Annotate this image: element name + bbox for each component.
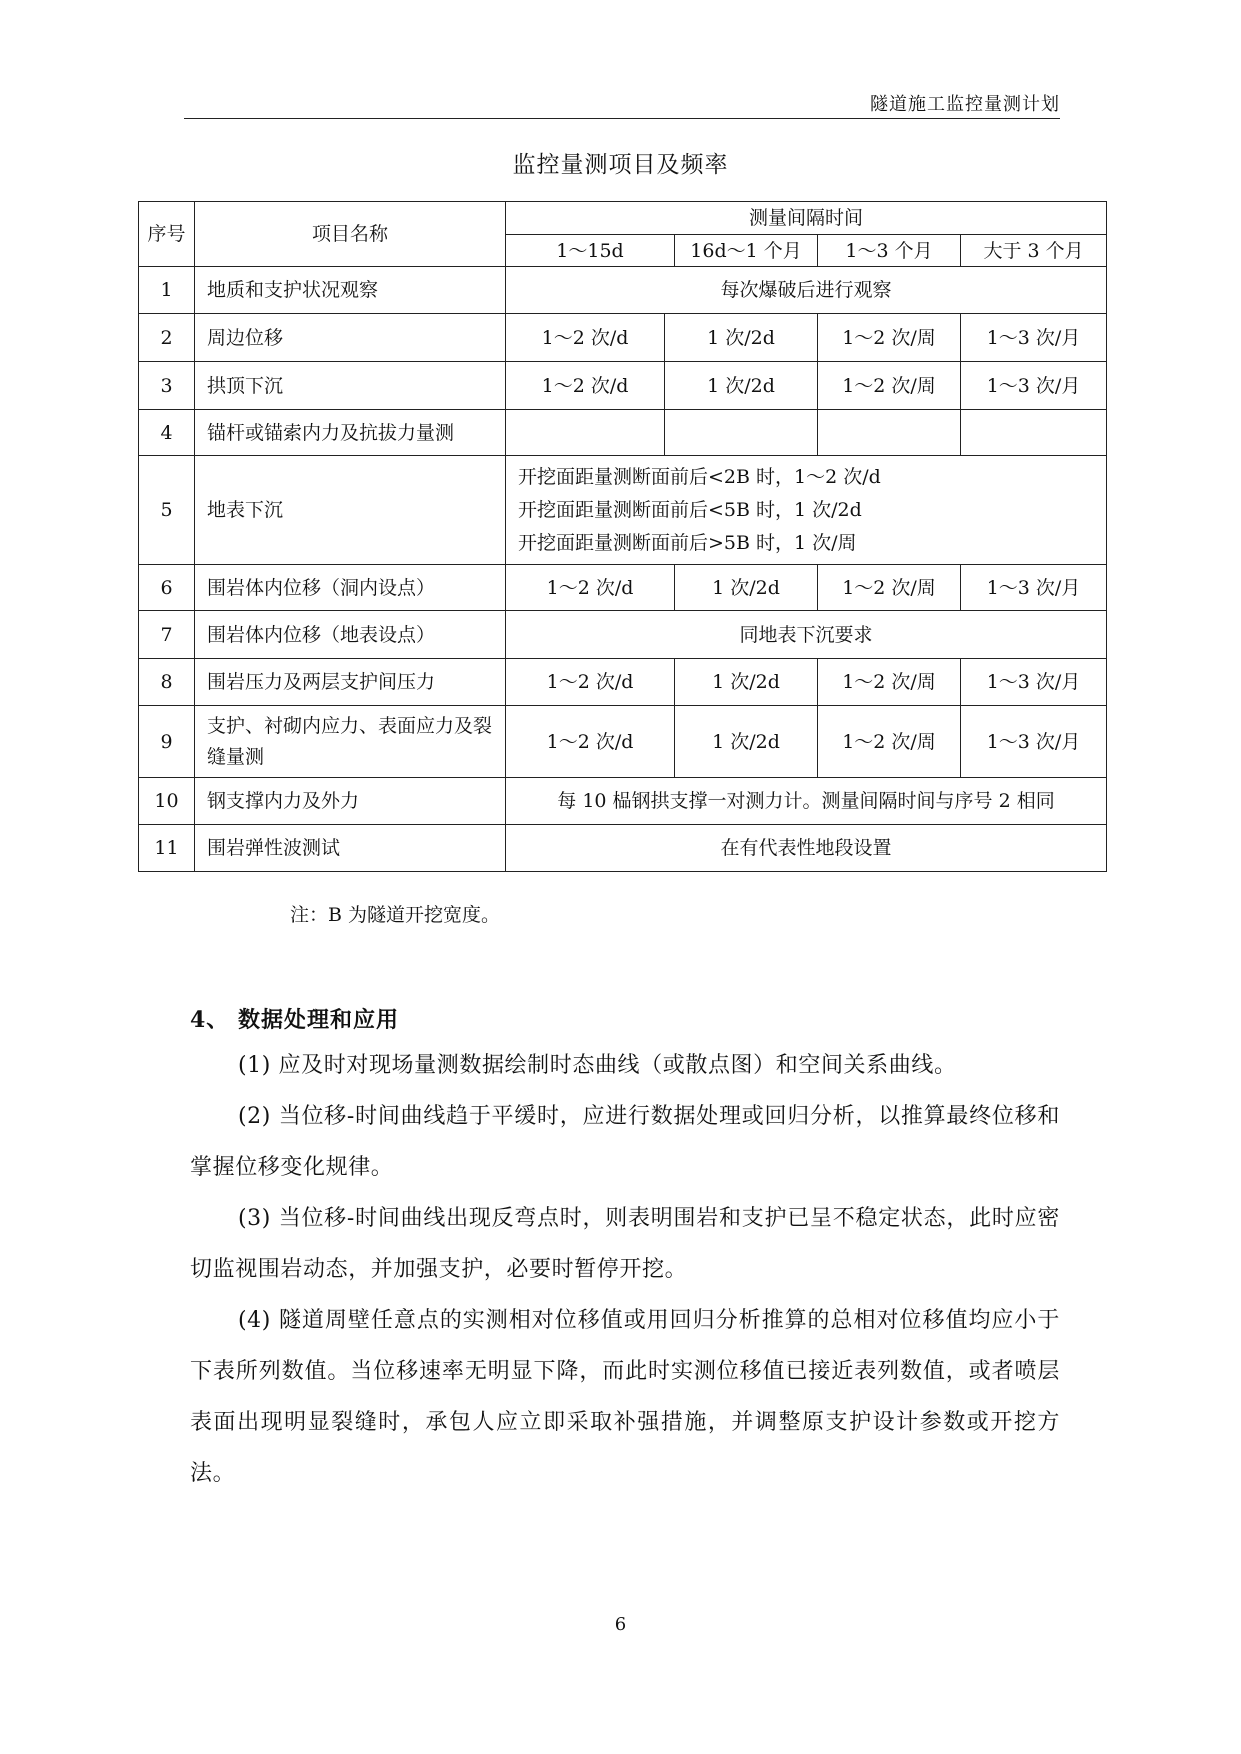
table-row — [139, 778, 1107, 825]
header-title: 隧道施工监控量测计划 — [870, 94, 1060, 115]
row-value: 1～2 次/d — [506, 659, 675, 706]
table-row — [139, 825, 1107, 872]
row-value: 1～2 次/d — [506, 565, 675, 611]
page-number: 6 — [614, 1614, 627, 1635]
row-value: 1～3 次/月 — [961, 706, 1107, 778]
section-number: 4、 — [190, 1007, 230, 1033]
paragraph: (2) 当位移-时间曲线趋于平缓时，应进行数据处理或回归分析，以推算最终位移和掌握位移变化规律。 — [190, 1104, 1060, 1180]
header-period-cell — [506, 235, 675, 267]
row-index: 8 — [139, 659, 195, 706]
row-item-name: 地表下沉 — [195, 456, 506, 565]
header-period-label: 1～15d — [556, 239, 624, 262]
row-value: 1～2 次/周 — [818, 565, 961, 611]
row-index: 5 — [139, 456, 195, 565]
row-index: 3 — [139, 362, 195, 410]
section-heading — [190, 1003, 399, 1034]
row-index: 2 — [139, 314, 195, 362]
row-index: 7 — [139, 611, 195, 659]
row-value: 1 次/2d — [675, 565, 818, 611]
table-row — [139, 410, 1107, 456]
header-period-label: 16d～1 个月 — [690, 239, 802, 262]
row-value: 1～2 次/d — [506, 362, 665, 410]
row-value-line: 开挖面距量测断面前后<5B 时，1 次/2d — [518, 498, 862, 521]
row-value — [818, 410, 961, 456]
header-period-cell — [675, 235, 818, 267]
row-item-name: 围岩体内位移（地表设点） — [195, 611, 506, 659]
row-merged-value: 每次爆破后进行观察 — [506, 267, 1107, 314]
row-item-name: 地质和支护状况观察 — [195, 267, 506, 314]
table-title: 监控量测项目及频率 — [512, 152, 729, 178]
row-merged-value: 在有代表性地段设置 — [506, 825, 1107, 872]
table-row — [139, 267, 1107, 314]
paragraph: (4) 隧道周壁任意点的实测相对位移值或用回归分析推算的总相对位移值均应小于下表所列数值。当位移速率无明显下降，而此时实测位移值已接近表列数值，或者喷层表面出现明显裂缝时，承包人应立即采取补强措施，并调整原支护设计参数或开挖方法。 — [190, 1308, 1060, 1486]
row-value: 1～3 次/月 — [961, 659, 1107, 706]
row-item-name: 钢支撑内力及外力 — [195, 778, 506, 825]
row-value — [665, 410, 818, 456]
header-name-cell — [195, 202, 506, 267]
row-value: 1～2 次/周 — [818, 362, 961, 410]
row-value — [506, 410, 665, 456]
header-period-cell — [961, 235, 1107, 267]
row-index: 9 — [139, 706, 195, 778]
row-item-name: 拱顶下沉 — [195, 362, 506, 410]
row-index: 4 — [139, 410, 195, 456]
row-item-name: 围岩体内位移（洞内设点） — [195, 565, 506, 611]
header-period-label: 大于 3 个月 — [983, 239, 1084, 262]
header-interval-cell — [506, 202, 1107, 235]
paragraph: (1) 应及时对现场量测数据绘制时态曲线（或散点图）和空间关系曲线。 — [238, 1053, 957, 1078]
row-item-name: 支护、衬砌内应力、表面应力及裂缝量测 — [195, 706, 506, 778]
row-merged-value: 同地表下沉要求 — [506, 611, 1107, 659]
row-value: 1～3 次/月 — [961, 565, 1107, 611]
row-value: 1～2 次/周 — [818, 659, 961, 706]
row-value: 1～3 次/月 — [961, 362, 1107, 410]
table-row — [139, 362, 1107, 410]
header-interval-label: 测量间隔时间 — [749, 207, 864, 229]
row-multiline-value — [506, 456, 1107, 565]
table-row — [139, 659, 1107, 706]
row-merged-value: 每 10 榀钢拱支撑一对测力计。测量间隔时间与序号 2 相同 — [506, 778, 1107, 825]
row-index: 10 — [139, 778, 195, 825]
row-value: 1～2 次/周 — [818, 706, 961, 778]
table-row — [139, 706, 1107, 778]
header-index-cell — [139, 202, 195, 267]
row-item-name: 围岩弹性波测试 — [195, 825, 506, 872]
row-item-name: 锚杆或锚索内力及抗拔力量测 — [195, 410, 506, 456]
page-header — [184, 84, 1060, 119]
row-value-line: 开挖面距量测断面前后>5B 时，1 次/周 — [518, 531, 857, 554]
table-note: 注：B 为隧道开挖宽度。 — [290, 904, 501, 926]
header-index-label: 序号 — [147, 223, 186, 245]
row-value: 1～3 次/月 — [961, 314, 1107, 362]
row-value: 1～2 次/d — [506, 314, 665, 362]
table-row — [139, 611, 1107, 659]
header-period-label: 1～3 个月 — [845, 239, 933, 262]
row-value — [961, 410, 1107, 456]
row-value: 1 次/2d — [675, 706, 818, 778]
row-value: 1 次/2d — [675, 659, 818, 706]
row-index: 1 — [139, 267, 195, 314]
row-value: 1～2 次/周 — [818, 314, 961, 362]
row-value: 1 次/2d — [665, 362, 818, 410]
table-row — [139, 456, 1107, 565]
row-value: 1～2 次/d — [506, 706, 675, 778]
row-item-name: 围岩压力及两层支护间压力 — [195, 659, 506, 706]
header-name-label: 项目名称 — [311, 223, 388, 245]
paragraph: (3) 当位移-时间曲线出现反弯点时，则表明围岩和支护已呈不稳定状态，此时应密切监视围岩动态，并加强支护，必要时暂停开挖。 — [190, 1206, 1060, 1282]
row-item-name: 周边位移 — [195, 314, 506, 362]
row-value: 1 次/2d — [665, 314, 818, 362]
header-period-cell — [818, 235, 961, 267]
row-index: 11 — [139, 825, 195, 872]
row-index: 6 — [139, 565, 195, 611]
monitoring-frequency-table — [138, 201, 1107, 872]
table-row — [139, 314, 1107, 362]
row-value-line: 开挖面距量测断面前后<2B 时，1～2 次/d — [518, 465, 881, 488]
section-title: 数据处理和应用 — [238, 1007, 400, 1033]
table-row — [139, 565, 1107, 611]
